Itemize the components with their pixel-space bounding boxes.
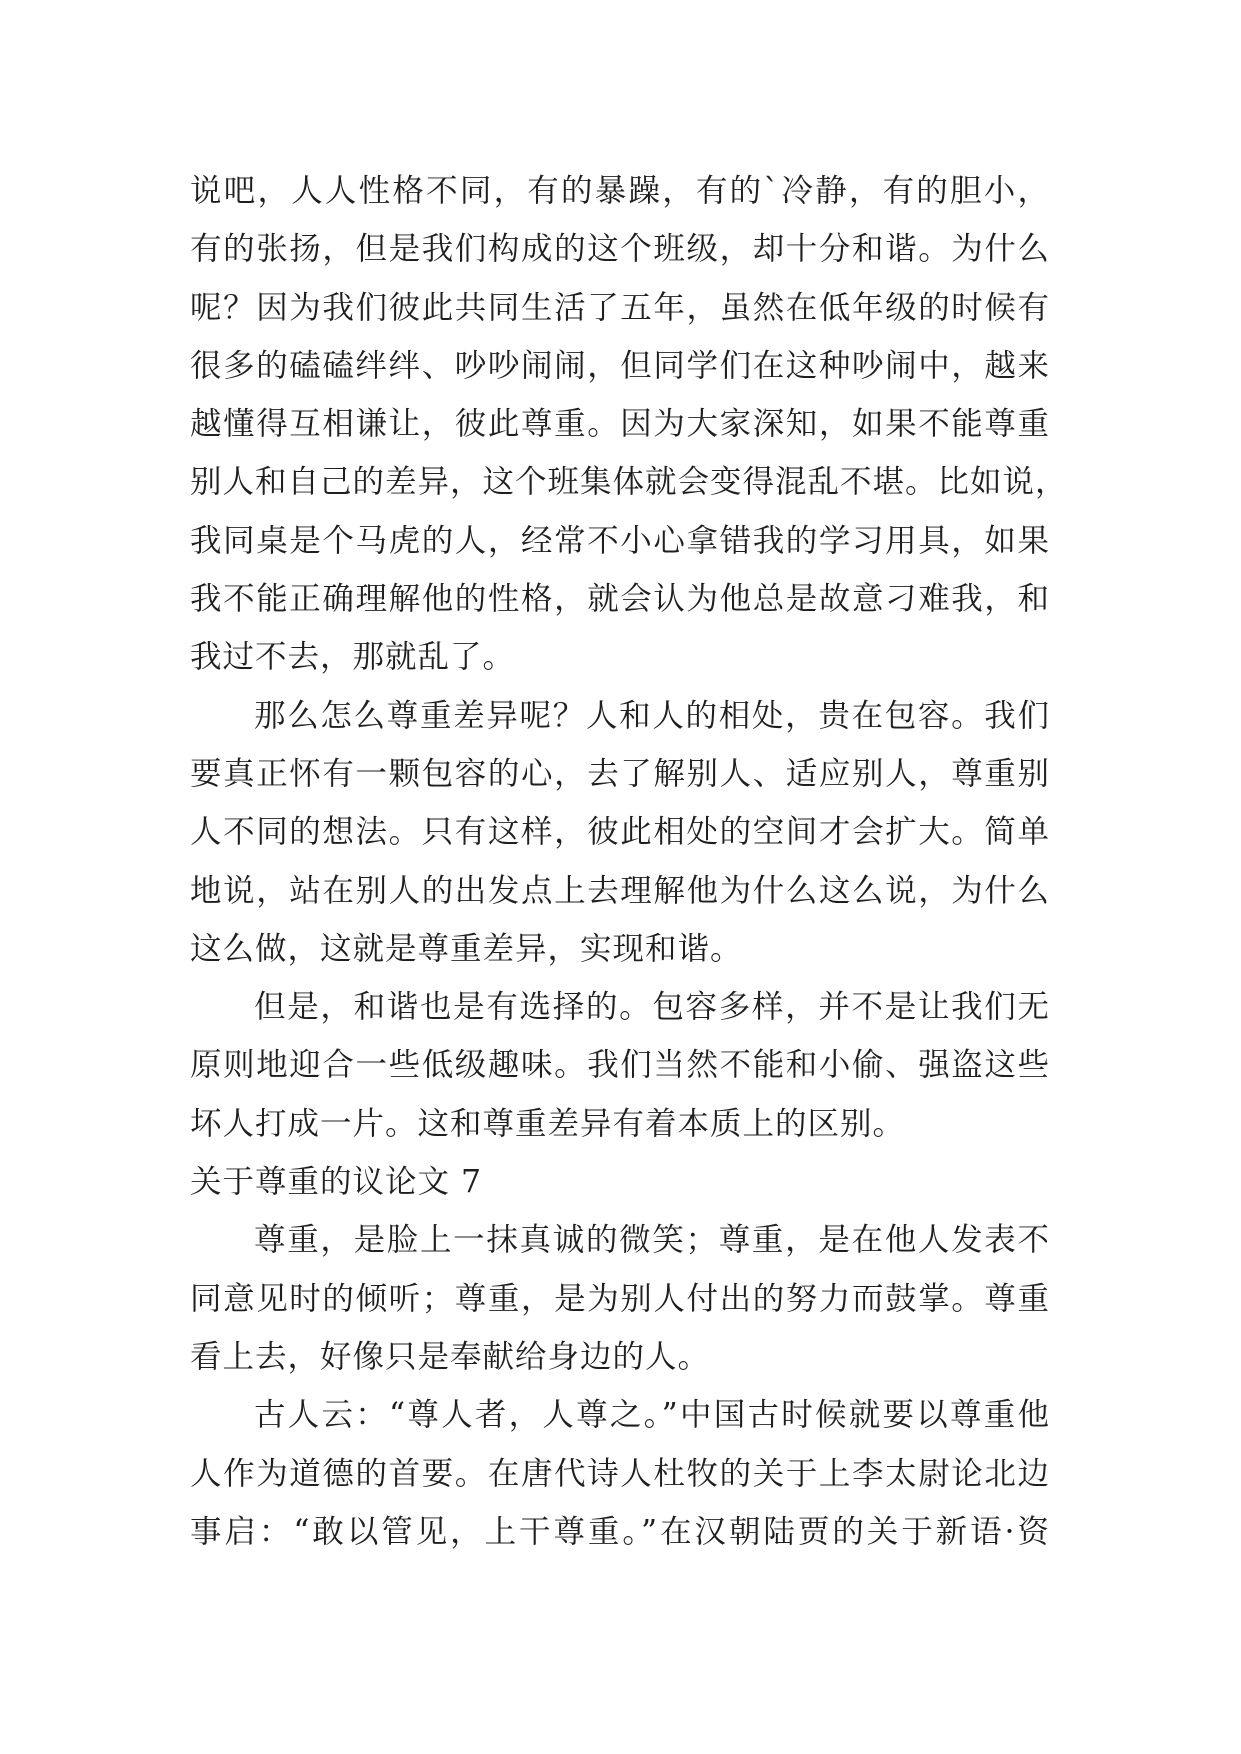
paragraph-first-line: 但是，和谐也是有选择的。包容多样，并不是让我们无 [254,989,1050,1026]
paragraph-first-line: 古人云：“尊人者，人尊之。”中国古时候就要以尊重他 [254,1397,1050,1434]
text-line: 原则地迎合一些低级趣味。我们当然不能和小偷、强盗这些 [190,1047,1050,1084]
text-line: 同意见时的倾听；尊重，是为别人付出的努力而鼓掌。尊重 [190,1280,1050,1317]
text-line: 我过不去，那就乱了。 [190,639,516,676]
text-line: 呢？因为我们彼此共同生活了五年，虽然在低年级的时候有 [190,289,1050,326]
paragraph-first-line: 尊重，是脸上一抹真诚的微笑；尊重，是在他人发表不 [254,1222,1050,1259]
text-line: 人作为道德的首要。在唐代诗人杜牧的关于上李太尉论北边 [190,1455,1050,1492]
text-line: 我同桌是个马虎的人，经常不小心拿错我的学习用具，如果 [190,522,1050,559]
text-line: 越懂得互相谦让，彼此尊重。因为大家深知，如果不能尊重 [190,406,1050,443]
paragraph-first-line: 那么怎么尊重差异呢？人和人的相处，贵在包容。我们 [254,697,1050,734]
text-line: 事启：“敢以管见，上干尊重。”在汉朝陆贾的关于新语·资 [190,1513,1050,1550]
text-line: 这么做，这就是尊重差异，实现和谐。 [190,930,743,967]
text-line: 说吧，人人性格不同，有的暴躁，有的`冷静，有的胆小， [190,173,1050,209]
text-line: 很多的磕磕绊绊、吵吵闹闹，但同学们在这种吵闹中，越来 [190,347,1050,384]
text-line: 地说，站在别人的出发点上去理解他为什么这么说，为什么 [190,872,1050,909]
text-line: 别人和自己的差异，这个班集体就会变得混乱不堪。比如说， [190,464,1068,501]
text-line: 有的张扬，但是我们构成的这个班级，却十分和谐。为什么 [190,231,1050,268]
text-line: 我不能正确理解他的性格，就会认为他总是故意刁难我，和 [190,581,1050,618]
text-line: 要真正怀有一颗包容的心，去了解别人、适应别人，尊重别 [190,755,1050,792]
text-line: 看上去，好像只是奉献给身边的人。 [190,1338,711,1375]
document-body [190,162,1068,1561]
text-line: 坏人打成一片。这和尊重差异有着本质上的区别。 [190,1105,906,1142]
text-line: 人不同的想法。只有这样，彼此相处的空间才会扩大。简单 [190,814,1050,851]
text-line: 关于尊重的议论文 7 [190,1164,483,1201]
